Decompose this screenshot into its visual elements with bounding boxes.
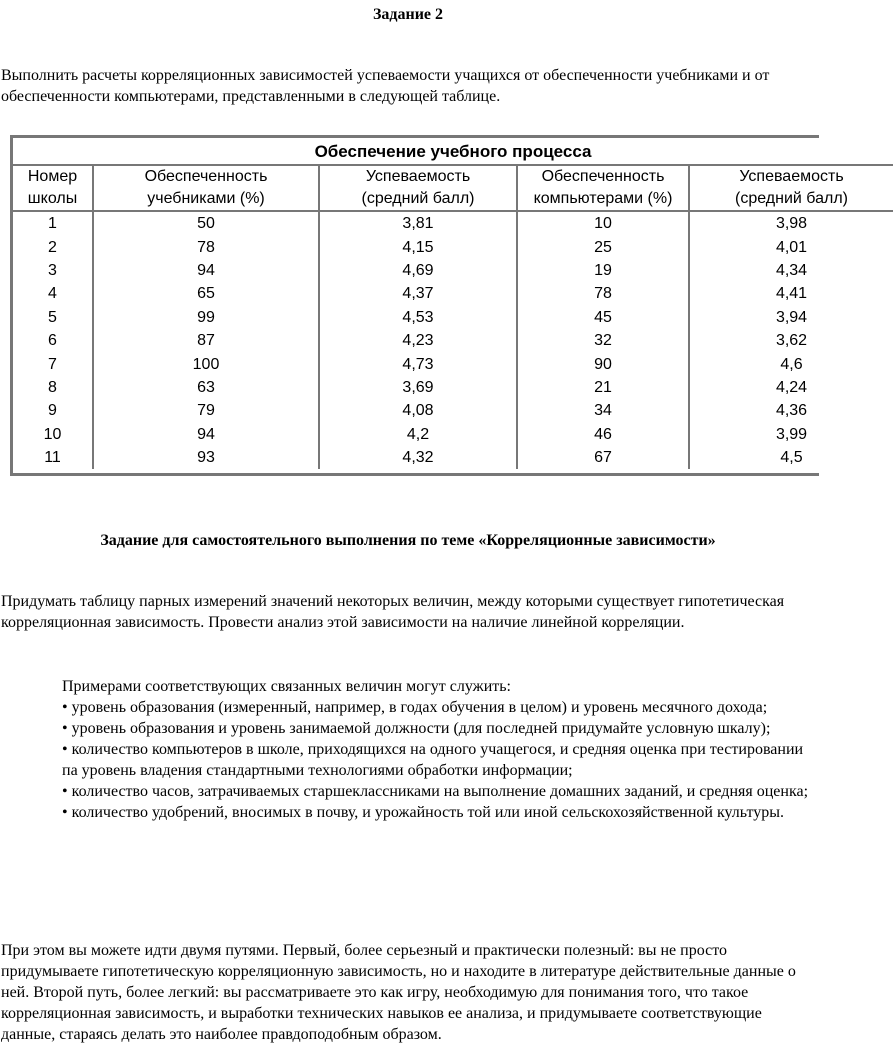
closing-paragraph: При этом вы можете идти двумя путями. Первый, более серьезный и практически полезный: вы не просто придумываете гипотетическую корреляционную зависимость, но и находите в литературе действительные данные о ней. Второй путь, более легкий: вы рассматриваете это как игру, необходимую для понимания того, что такое корреляционная зависимость, и выработки технических навыков ее анализа, и придумываете соответствующие данные, стараясь делать это наиболее правдоподобным образом. (1, 942, 796, 1043)
example-item: • уровень образования и уровень занимаемой должности (для последней придумайте условную шкалу); (62, 720, 771, 737)
table-cell: 100 (93, 352, 319, 375)
table-cell: 25 (517, 235, 689, 258)
table-cell: 2 (48, 238, 57, 256)
intro-text: Выполнить расчеты корреляционных зависимостей успеваемости учащихся от обеспеченности учебниками и от обеспеченности компьютерами, представленными в следующей таблице. (1, 67, 770, 105)
intro-paragraph (1, 65, 813, 107)
table-cell: 3,99 (689, 423, 893, 446)
table-cell: 3,81 (319, 211, 517, 235)
header-school-number: Номер (27, 168, 78, 185)
example-item: • количество удобрений, вносимых в почву, и урожайность той или иной сельскохозяйственной культуры. (62, 804, 784, 821)
table-cell: 4,34 (689, 259, 893, 282)
table-cell: 3,62 (689, 329, 893, 352)
table-cell: 45 (517, 306, 689, 329)
table-cell: 3,69 (319, 376, 517, 399)
table-cell: 87 (93, 329, 319, 352)
table-cell: 4,08 (319, 399, 517, 422)
examples-lead: Примерами соответствующих связанных величин могут служить: (62, 678, 511, 695)
header-performance-2-line2: (средний балл) (689, 188, 893, 211)
table-cell: 5 (48, 308, 57, 326)
table-cell: 4,23 (319, 329, 517, 352)
table-cell: 8 (48, 378, 57, 396)
table-row (13, 352, 893, 375)
table-row (13, 259, 893, 282)
table-body (13, 211, 893, 469)
page-title: Задание 2 (372, 6, 444, 23)
table-cell: 94 (93, 423, 319, 446)
table-cell: 34 (517, 399, 689, 422)
table-row (13, 282, 893, 305)
table-cell: 4 (48, 285, 57, 303)
table-row (13, 376, 893, 399)
task-paragraph: Придумать таблицу парных измерений значений некоторых величин, между которыми существует гипотетическая корреляционная зависимость. Провести анализ этой зависимости на наличие линейной корреляции. (1, 593, 785, 631)
table-cell: 4,6 (689, 352, 893, 375)
header-performance-1: Успеваемость (319, 165, 517, 188)
table-cell: 3 (48, 261, 57, 279)
table-row (13, 306, 893, 329)
table-row (13, 329, 893, 352)
header-textbooks: Обеспеченность (93, 165, 319, 188)
table-cell: 67 (517, 446, 689, 469)
table-cell: 4,15 (319, 235, 517, 258)
table-cell: 94 (93, 259, 319, 282)
table-cell: 4,5 (689, 446, 893, 469)
table-cell: 3,98 (689, 211, 893, 235)
table-cell: 10 (517, 211, 689, 235)
table-cell: 65 (93, 282, 319, 305)
table-cell: 4,2 (319, 423, 517, 446)
table-cell: 90 (517, 352, 689, 375)
table-cell: 50 (93, 211, 319, 235)
example-item: • количество часов, затрачиваемых старшеклассниками на выполнение домашних заданий, и средняя оценка; (62, 783, 809, 800)
section-title: Задание для самостоятельного выполнения по теме «Корреляционные зависимости» (100, 532, 716, 549)
data-table-image (10, 135, 848, 476)
table-cell: 78 (517, 282, 689, 305)
table-cell: 4,36 (689, 399, 893, 422)
example-item: • количество компьютеров в школе, приходящихся на одного учащегося, и средняя оценка при тестировании па уровень владения стандартными технологиями обработки информации; (62, 741, 804, 779)
table-cell: 79 (93, 399, 319, 422)
table-row (13, 399, 893, 422)
table-cell: 63 (93, 376, 319, 399)
table-cell: 10 (43, 425, 62, 443)
table-cell: 1 (48, 215, 57, 233)
table-cell: 4,73 (319, 352, 517, 375)
table-cell: 32 (517, 329, 689, 352)
table-cell: 93 (93, 446, 319, 469)
example-item: • уровень образования (измеренный, например, в годах обучения в целом) и уровень месячного дохода; (62, 699, 768, 716)
table-cell: 4,53 (319, 306, 517, 329)
table-cell: 4,69 (319, 259, 517, 282)
header-performance-1-line2: (средний балл) (319, 188, 517, 211)
table-caption: Обеспечение учебного процесса (13, 138, 893, 165)
header-computers-line2: компьютерами (%) (517, 188, 689, 211)
header-performance-2: Успеваемость (689, 165, 893, 188)
header-textbooks-line2: учебниками (%) (93, 188, 319, 211)
table-cell: 4,24 (689, 376, 893, 399)
table-cell: 4,37 (319, 282, 517, 305)
header-school-number-line2: школы (13, 188, 93, 211)
header-computers: Обеспеченность (517, 165, 689, 188)
table-row (13, 423, 893, 446)
table-cell: 9 (48, 402, 57, 420)
table-cell: 4,01 (689, 235, 893, 258)
table-row (13, 211, 893, 235)
examples-block (62, 676, 810, 823)
table-cell: 46 (517, 423, 689, 446)
table-cell: 19 (517, 259, 689, 282)
table-cell: 4,41 (689, 282, 893, 305)
table-cell: 3,94 (689, 306, 893, 329)
table-cell: 6 (48, 332, 57, 350)
table-cell: 78 (93, 235, 319, 258)
table-cell: 4,32 (319, 446, 517, 469)
table-row (13, 446, 893, 469)
table-cell: 11 (44, 449, 61, 467)
table-cell: 99 (93, 306, 319, 329)
data-table (13, 138, 893, 469)
table-cell: 7 (48, 355, 57, 373)
table-cell: 21 (517, 376, 689, 399)
table-row (13, 235, 893, 258)
